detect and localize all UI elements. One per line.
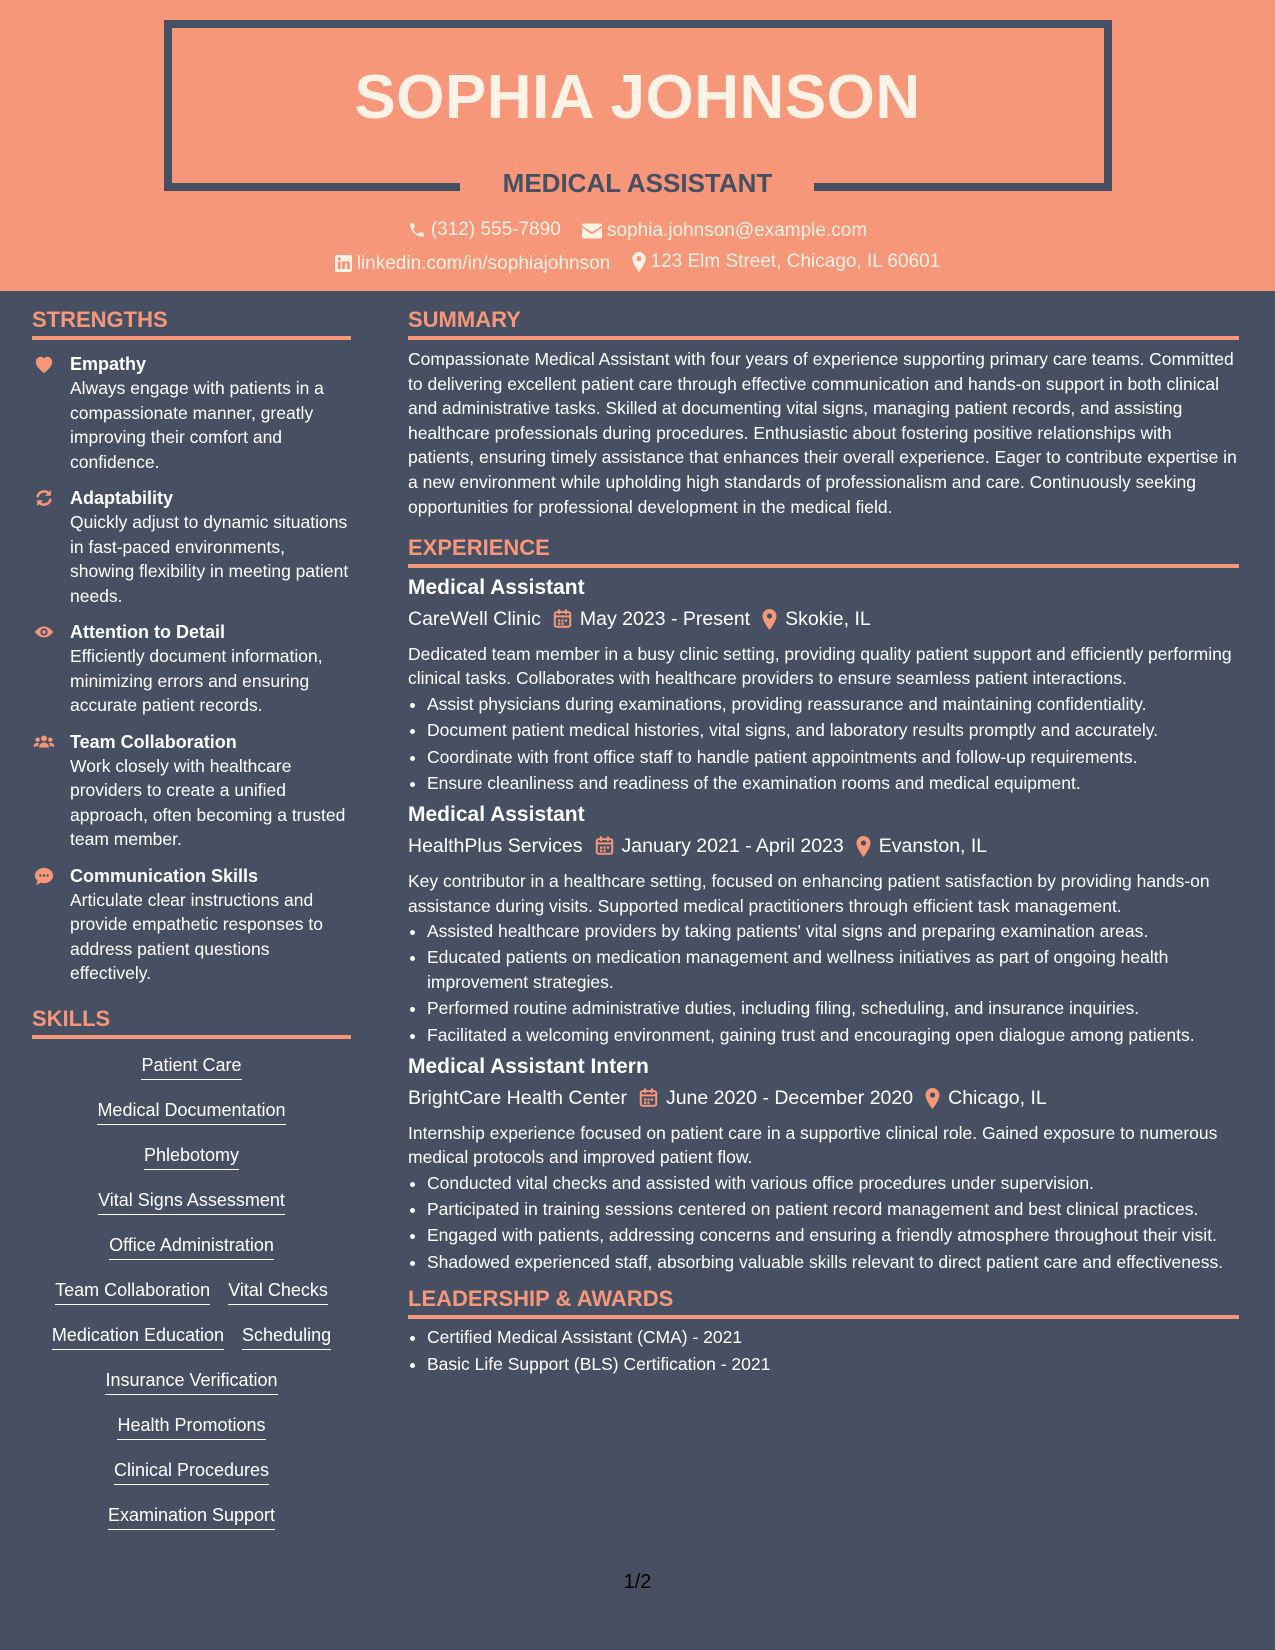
address-text: 123 Elm Street, Chicago, IL 60601 xyxy=(650,251,941,272)
strength-desc: Articulate clear instructions and provide empathetic responses to address patient questions effectively. xyxy=(70,889,323,983)
sync-icon xyxy=(32,488,56,508)
resume-header xyxy=(0,0,1275,291)
job-entry xyxy=(408,1053,1239,1274)
skill-tag: Scheduling xyxy=(242,1323,331,1350)
job-meta xyxy=(408,604,1239,634)
strength-desc: Work closely with healthcare providers to create a unified approach, often becoming a trusted team member. xyxy=(70,755,346,849)
phone-text[interactable]: (312) 555-7890 xyxy=(430,219,561,240)
experience-heading: EXPERIENCE xyxy=(408,535,1239,568)
envelope-icon xyxy=(582,223,602,239)
job-bullet: • Participated in training sessions centered on patient record management and best clinical practices. xyxy=(427,1197,1239,1221)
linkedin-item xyxy=(335,253,611,275)
skill-tag: Team Collaboration xyxy=(55,1278,210,1305)
right-column xyxy=(408,291,1239,1378)
award-item: • Basic Life Support (BLS) Certification - 2021 xyxy=(427,1352,1239,1376)
skill-tag: Phlebotomy xyxy=(144,1143,239,1170)
strength-title: Team Collaboration xyxy=(70,731,237,752)
strength-item xyxy=(32,730,351,852)
candidate-role: MEDICAL ASSISTANT xyxy=(502,168,773,198)
skills-list xyxy=(32,1047,351,1542)
job-bullets xyxy=(408,919,1239,1047)
job-location: Evanston, IL xyxy=(878,835,988,858)
address-item xyxy=(632,251,941,273)
job-title: Medical Assistant Intern xyxy=(408,1055,649,1078)
skill-tag: Insurance Verification xyxy=(105,1368,277,1395)
job-bullet: • Assist physicians during examinations, providing reassurance and maintaining confidentiality. xyxy=(427,692,1239,716)
chat-icon xyxy=(32,866,56,886)
skill-tag: Vital Signs Assessment xyxy=(98,1188,285,1215)
job-description: Internship experience focused on patient care in a supportive clinical role. Gained exposure to numerous medical protocols and improved patient flow. xyxy=(408,1123,1218,1168)
job-dates: January 2021 - April 2023 xyxy=(621,835,844,858)
strength-title: Communication Skills xyxy=(70,865,259,886)
leadership-heading: LEADERSHIP & AWARDS xyxy=(408,1286,1239,1319)
strength-item xyxy=(32,486,351,608)
calendar-icon xyxy=(639,1088,658,1108)
job-bullet: • Conducted vital checks and assisted with various office procedures under supervision. xyxy=(427,1171,1239,1195)
strength-desc: Quickly adjust to dynamic situations in fast-paced environments, showing flexibility in meeting patient needs. xyxy=(70,512,349,606)
strength-desc: Always engage with patients in a compassionate manner, greatly improving their comfort and confidence. xyxy=(70,378,324,472)
skill-tag: Examination Support xyxy=(108,1503,275,1530)
map-pin-icon xyxy=(632,252,646,272)
contact-row-1 xyxy=(0,219,1275,245)
users-icon xyxy=(32,732,56,752)
skill-tag: Health Promotions xyxy=(117,1413,265,1440)
strength-item xyxy=(32,864,351,986)
job-bullet: • Performed routine administrative duties, including filing, scheduling, and insurance inquiries. xyxy=(427,996,1239,1020)
job-entry xyxy=(408,801,1239,1047)
job-bullet: • Coordinate with front office staff to handle patient appointments and follow-up requirements. xyxy=(427,745,1239,769)
job-bullets xyxy=(408,692,1239,796)
job-dates: May 2023 - Present xyxy=(579,608,751,631)
map-pin-icon xyxy=(856,836,871,857)
skill-tag: Vital Checks xyxy=(228,1278,328,1305)
job-dates: June 2020 - December 2020 xyxy=(665,1087,914,1109)
heart-icon xyxy=(32,354,56,374)
phone-icon xyxy=(408,221,426,239)
job-bullet: • Engaged with patients, addressing concerns and ensuring a friendly atmosphere throughout their visit. xyxy=(427,1223,1239,1247)
map-pin-icon xyxy=(925,1088,940,1109)
job-description: Dedicated team member in a busy clinic setting, providing quality patient support and efficiently performing clinical tasks. Collaborates with healthcare providers to ensure seamless patient interactions. xyxy=(408,644,1232,689)
left-column xyxy=(32,291,351,1542)
job-bullet: • Shadowed experienced staff, absorbing valuable skills relevant to direct patient care and effectiveness. xyxy=(427,1250,1239,1274)
calendar-icon xyxy=(595,836,614,856)
leadership-list xyxy=(408,1325,1239,1376)
skill-tag: Office Administration xyxy=(109,1233,274,1260)
job-meta xyxy=(408,1083,1239,1113)
job-title: Medical Assistant xyxy=(408,576,585,600)
email-text[interactable]: sophia.johnson@example.com xyxy=(607,220,868,241)
summary-text: Compassionate Medical Assistant with four years of experience supporting primary care teams. Committed to delivering excellent patient care through effective communication and hands-on support in both clinical and administrative tasks. Skilled at documenting vital signs, managing patient records, and assisting healthcare professionals during procedures. Enthusiastic about fostering positive relationships with patients, ensuring timely assistance that enhances their overall experience. Eager to contribute expertise in a new environment while upholding high standards of professionalism and care. Continuously seeking opportunities for professional development in the medical field. xyxy=(408,349,1237,517)
phone-item xyxy=(408,219,561,241)
strength-item xyxy=(32,620,351,718)
strength-item xyxy=(32,352,351,474)
job-bullet: • Educated patients on medication management and wellness initiatives as part of ongoing health improvement strategies. xyxy=(427,945,1239,994)
job-bullet: • Ensure cleanliness and readiness of the examination rooms and medical equipment. xyxy=(427,771,1239,795)
page-number: 1/2 xyxy=(623,1571,652,1593)
skill-tag: Patient Care xyxy=(141,1053,241,1080)
job-company: BrightCare Health Center xyxy=(408,1087,627,1109)
strengths-heading: STRENGTHS xyxy=(32,307,351,340)
job-meta xyxy=(408,831,1239,861)
job-bullet: • Facilitated a welcoming environment, gaining trust and encouraging open dialogue among patients. xyxy=(427,1023,1239,1047)
linkedin-text[interactable]: linkedin.com/in/sophiajohnson xyxy=(356,252,611,274)
job-bullet: • Assisted healthcare providers by taking patients' vital signs and preparing examination areas. xyxy=(427,919,1239,943)
job-company: CareWell Clinic xyxy=(408,608,541,631)
job-title: Medical Assistant xyxy=(408,803,585,827)
job-description: Key contributor in a healthcare setting, focused on enhancing patient satisfaction by providing hands-on assistance during visits. Supported medical practitioners through efficient task management. xyxy=(408,871,1210,916)
strength-title: Adaptability xyxy=(70,488,174,508)
award-item: • Certified Medical Assistant (CMA) - 2021 xyxy=(427,1325,1239,1349)
calendar-icon xyxy=(553,609,572,629)
eye-icon xyxy=(32,622,56,642)
strength-desc: Efficiently document information, minimizing errors and ensuring accurate patient records. xyxy=(70,646,323,715)
email-item xyxy=(582,220,867,242)
linkedin-icon xyxy=(335,255,352,272)
job-location: Skokie, IL xyxy=(785,608,871,631)
strength-title: Attention to Detail xyxy=(70,622,225,642)
summary-heading: SUMMARY xyxy=(408,307,1239,340)
strength-title: Empathy xyxy=(70,354,147,374)
job-bullet: • Document patient medical histories, vital signs, and laboratory results promptly and accurately. xyxy=(427,718,1239,742)
skill-tag: Medical Documentation xyxy=(97,1098,285,1125)
job-company: HealthPlus Services xyxy=(408,835,583,858)
job-location: Chicago, IL xyxy=(948,1087,1047,1109)
skill-tag: Clinical Procedures xyxy=(114,1458,269,1485)
skills-heading: SKILLS xyxy=(32,1006,351,1039)
candidate-name: SOPHIA JOHNSON xyxy=(354,63,921,132)
job-bullets xyxy=(408,1171,1239,1275)
skill-tag: Medication Education xyxy=(52,1323,224,1350)
map-pin-icon xyxy=(762,609,777,630)
job-entry xyxy=(408,574,1239,795)
contact-row-2 xyxy=(0,251,1275,278)
